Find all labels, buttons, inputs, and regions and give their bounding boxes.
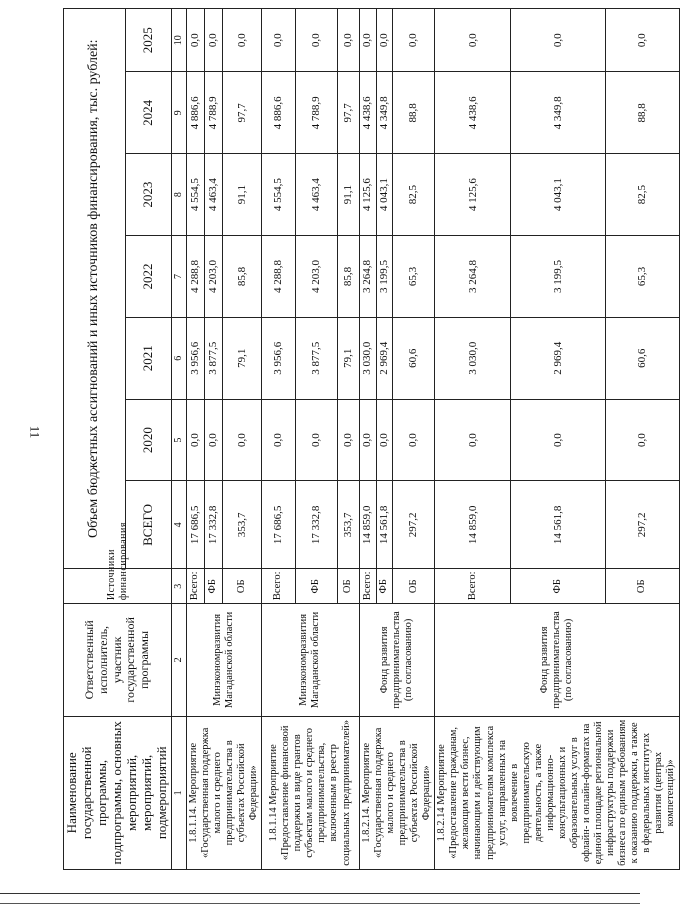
value-cell: 0,0 — [337, 399, 359, 481]
value-cell: 3 877,5 — [204, 317, 222, 399]
value-cell: 4 043,1 — [511, 154, 606, 236]
value-cell: 4 788,9 — [295, 72, 337, 154]
column-number: 7 — [172, 236, 187, 318]
rotated-table-container — [63, 8, 677, 870]
value-cell: 97,7 — [337, 72, 359, 154]
value-cell: 297,2 — [605, 481, 679, 569]
source-cell: Всего: — [359, 569, 376, 604]
value-cell: 4 288,8 — [186, 236, 204, 318]
source-cell: ФБ — [204, 569, 222, 604]
header-year: 2023 — [126, 154, 172, 236]
value-cell: 0,0 — [223, 399, 262, 481]
value-cell: 0,0 — [337, 9, 359, 72]
source-cell: Всего: — [435, 569, 511, 604]
column-number: 6 — [172, 317, 187, 399]
program-name-cell: 1.8.1.14. Мероприятие «Государственная поддержка малого и среднего предпринимательства в субъектах Российской Федерации» — [186, 716, 261, 869]
value-cell: 0,0 — [393, 399, 435, 481]
page-bottom-rule — [0, 903, 640, 904]
value-cell: 0,0 — [435, 399, 511, 481]
page-bottom-rule — [0, 893, 640, 894]
value-cell: 0,0 — [605, 9, 679, 72]
value-cell: 4 203,0 — [204, 236, 222, 318]
value-cell: 0,0 — [376, 9, 393, 72]
page-number: 11 — [27, 425, 43, 439]
responsible-cell: Минэкономразвития Магаданской области — [261, 604, 359, 716]
value-cell: 17 332,8 — [295, 481, 337, 569]
budget-table — [63, 8, 680, 870]
value-cell: 0,0 — [511, 9, 606, 72]
value-cell: 65,3 — [605, 236, 679, 318]
value-cell: 297,2 — [393, 481, 435, 569]
value-cell: 0,0 — [186, 399, 204, 481]
value-cell: 4 288,8 — [261, 236, 295, 318]
value-cell: 4 349,8 — [376, 72, 393, 154]
value-cell: 17 686,5 — [261, 481, 295, 569]
source-cell: ФБ — [511, 569, 606, 604]
column-number: 8 — [172, 154, 187, 236]
value-cell: 0,0 — [511, 399, 606, 481]
value-cell: 4 463,4 — [295, 154, 337, 236]
source-cell: Всего: — [261, 569, 295, 604]
value-cell: 14 561,8 — [511, 481, 606, 569]
header-year: 2025 — [126, 9, 172, 72]
value-cell: 353,7 — [337, 481, 359, 569]
value-cell: 4 886,6 — [261, 72, 295, 154]
value-cell: 82,5 — [393, 154, 435, 236]
value-cell: 85,8 — [223, 236, 262, 318]
header-year: 2022 — [126, 236, 172, 318]
value-cell: 14 859,0 — [435, 481, 511, 569]
value-cell: 0,0 — [295, 9, 337, 72]
value-cell: 4 349,8 — [511, 72, 606, 154]
value-cell: 88,8 — [393, 72, 435, 154]
value-cell: 3 264,8 — [435, 236, 511, 318]
value-cell: 0,0 — [605, 399, 679, 481]
value-cell: 88,8 — [605, 72, 679, 154]
value-cell: 3 199,5 — [511, 236, 606, 318]
header-responsible: Ответственный исполнитель, участник государственной программы — [64, 604, 172, 716]
value-cell: 4 438,6 — [359, 72, 376, 154]
value-cell: 3 956,6 — [261, 317, 295, 399]
value-cell: 91,1 — [223, 154, 262, 236]
value-cell: 2 969,4 — [376, 317, 393, 399]
source-cell: ОБ — [223, 569, 262, 604]
value-cell: 3 877,5 — [295, 317, 337, 399]
value-cell: 4 554,5 — [186, 154, 204, 236]
value-cell: 0,0 — [393, 9, 435, 72]
value-cell: 0,0 — [261, 399, 295, 481]
column-number: 2 — [172, 604, 187, 716]
header-year: 2021 — [126, 317, 172, 399]
value-cell: 0,0 — [261, 9, 295, 72]
header-year: 2020 — [126, 399, 172, 481]
value-cell: 17 332,8 — [204, 481, 222, 569]
column-number: 5 — [172, 399, 187, 481]
value-cell: 4 554,5 — [261, 154, 295, 236]
column-number: 1 — [172, 716, 187, 869]
column-number: 9 — [172, 72, 187, 154]
value-cell: 0,0 — [376, 399, 393, 481]
value-cell: 4 886,6 — [186, 72, 204, 154]
value-cell: 85,8 — [337, 236, 359, 318]
header-total: ВСЕГО — [126, 481, 172, 569]
source-cell: ОБ — [337, 569, 359, 604]
value-cell: 65,3 — [393, 236, 435, 318]
value-cell: 82,5 — [605, 154, 679, 236]
header-year: 2024 — [126, 72, 172, 154]
source-cell: ФБ — [376, 569, 393, 604]
header-source: Источники финансирования — [64, 569, 172, 604]
value-cell: 0,0 — [359, 9, 376, 72]
value-cell: 60,6 — [393, 317, 435, 399]
header-budget: Объем бюджетных ассигнований и иных источников финансирования, тыс. рублей: — [64, 9, 126, 569]
program-name-cell: 1.8.2.14 Мероприятие «Предоставление гражданам, желающим вести бизнес, начинающим и действующим предпринимателям комплекса услуг, направленных на вовлечение в предпринимательскую деятельность, а также информационно-консультационных и образовательных услуг в офлайн- и онлайн-форматах на единой площадке региональной инфраструктуры поддержки бизнеса по единым требованиям к оказанию поддержки, а также в федеральных институтах развития (центрах компетенций)» — [435, 716, 679, 869]
value-cell: 0,0 — [359, 399, 376, 481]
value-cell: 0,0 — [295, 399, 337, 481]
value-cell: 4 125,6 — [435, 154, 511, 236]
responsible-cell: Минэкономразвития Магаданской области — [186, 604, 261, 716]
value-cell: 4 043,1 — [376, 154, 393, 236]
value-cell: 4 788,9 — [204, 72, 222, 154]
source-cell: Всего: — [186, 569, 204, 604]
program-name-cell: 1.8.1.14 Мероприятие «Предоставление финансовой поддержки в виде грантов субъектам малого и среднего предпринимательства, включенным в реестр социальных предпринимателей» — [261, 716, 359, 869]
column-number: 4 — [172, 481, 187, 569]
program-name-cell: 1.8.2.14. Мероприятие «Государственная поддержка малого и среднего предпринимательства в субъектах Российской Федерации» — [359, 716, 434, 869]
value-cell: 79,1 — [223, 317, 262, 399]
responsible-cell: Фонд развития предпринимательства (по согласованию) — [435, 604, 679, 716]
value-cell: 4 203,0 — [295, 236, 337, 318]
value-cell: 2 969,4 — [511, 317, 606, 399]
value-cell: 14 859,0 — [359, 481, 376, 569]
value-cell: 4 438,6 — [435, 72, 511, 154]
value-cell: 79,1 — [337, 317, 359, 399]
value-cell: 4 463,4 — [204, 154, 222, 236]
value-cell: 60,6 — [605, 317, 679, 399]
value-cell: 0,0 — [204, 9, 222, 72]
value-cell: 3 199,5 — [376, 236, 393, 318]
value-cell: 353,7 — [223, 481, 262, 569]
source-cell: ОБ — [605, 569, 679, 604]
column-number: 10 — [172, 9, 187, 72]
header-program-name: Наименование государственной программы, подпрограммы, основных мероприятий, мероприятий, подмероприятий — [64, 716, 172, 869]
value-cell: 3 956,6 — [186, 317, 204, 399]
source-cell: ФБ — [295, 569, 337, 604]
value-cell: 3 030,0 — [359, 317, 376, 399]
value-cell: 91,1 — [337, 154, 359, 236]
value-cell: 3 030,0 — [435, 317, 511, 399]
value-cell: 17 686,5 — [186, 481, 204, 569]
value-cell: 0,0 — [223, 9, 262, 72]
value-cell: 0,0 — [186, 9, 204, 72]
value-cell: 0,0 — [435, 9, 511, 72]
value-cell: 3 264,8 — [359, 236, 376, 318]
value-cell: 97,7 — [223, 72, 262, 154]
source-cell: ОБ — [393, 569, 435, 604]
responsible-cell: Фонд развития предпринимательства (по согласованию) — [359, 604, 434, 716]
value-cell: 4 125,6 — [359, 154, 376, 236]
value-cell: 14 561,8 — [376, 481, 393, 569]
value-cell: 0,0 — [204, 399, 222, 481]
column-number: 3 — [172, 569, 187, 604]
